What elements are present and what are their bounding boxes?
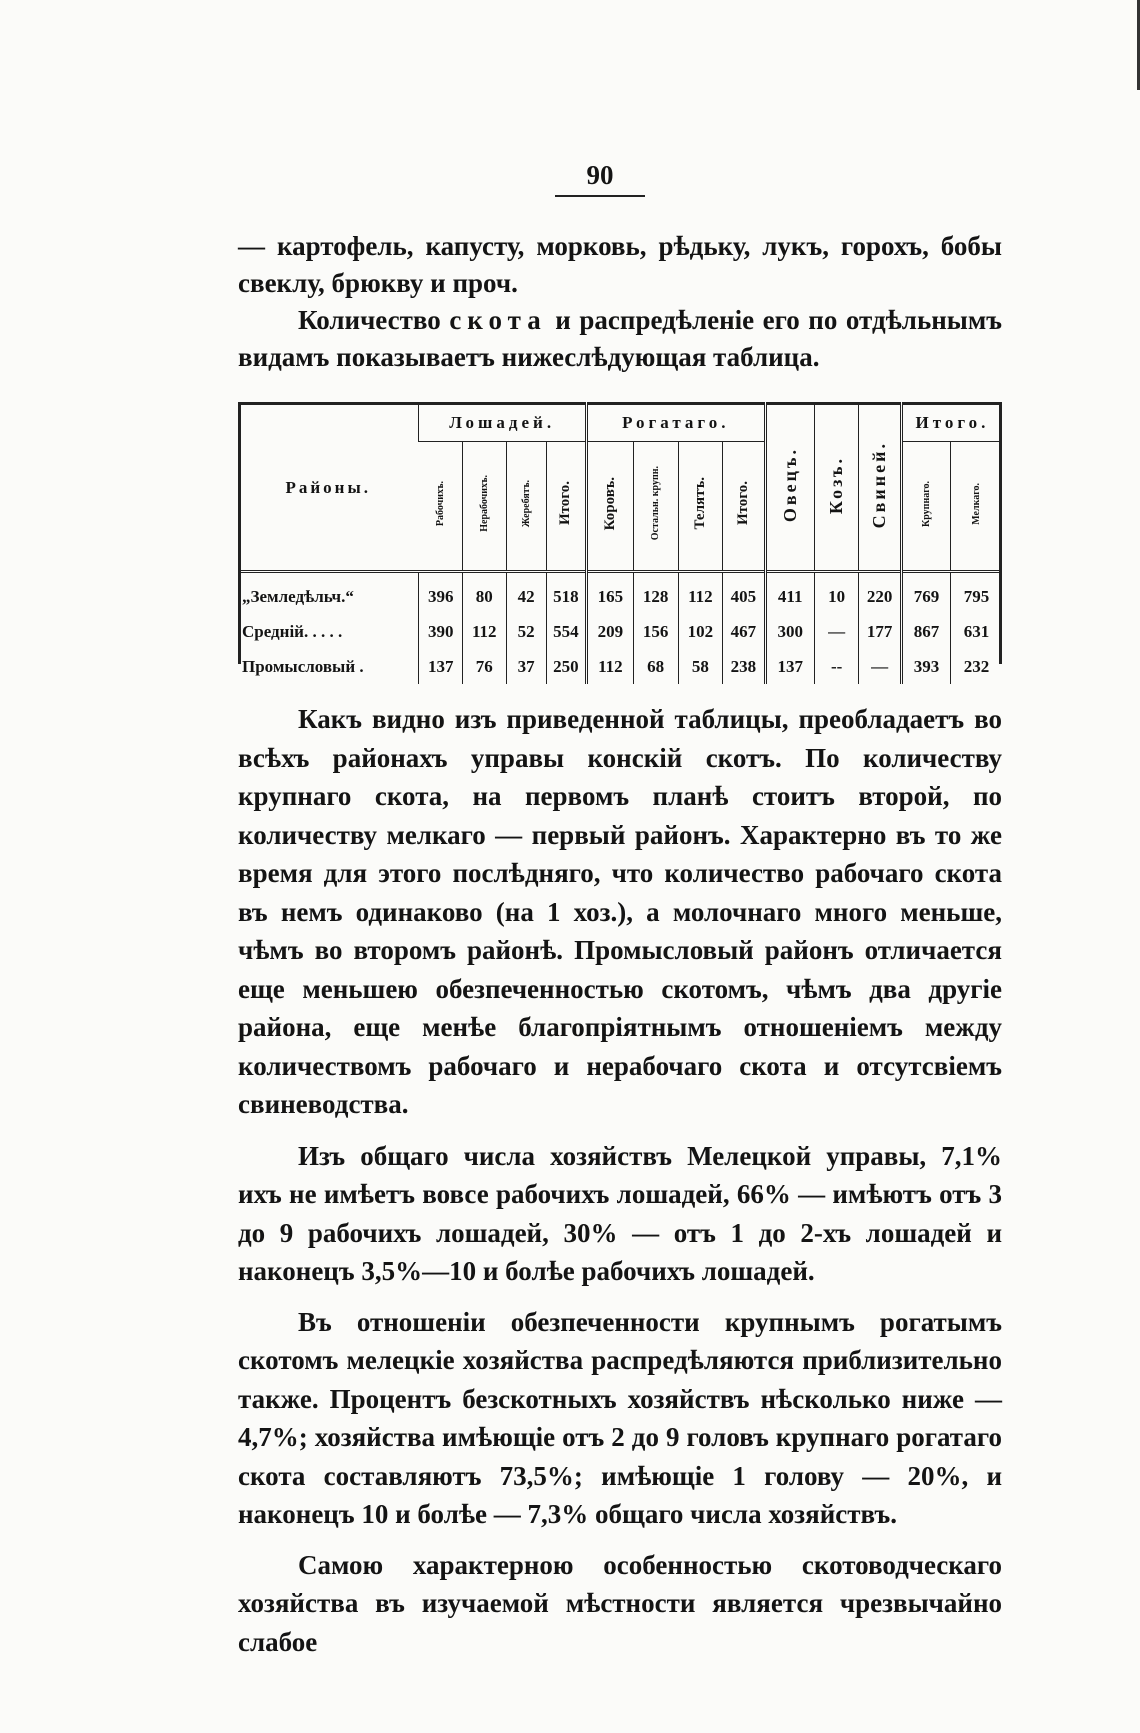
paragraph-4: Самою характерною особенностью скотоводческаго хозяйства въ изучаемой мѣстности является чрезвычайно слабое [238, 1549, 1002, 1657]
table-cell: 112 [462, 614, 506, 649]
pigs-header-label: Свиней. [869, 441, 890, 529]
table-cell: 112 [586, 649, 633, 684]
cattle-group-header: Рогатаго. [586, 404, 765, 442]
totals-small-header [951, 442, 1002, 572]
paragraph-2: Изъ общаго числа хозяйствъ Мелецкой управы, 7,1% ихъ не имѣетъ вовсе рабочихъ лошадей, 66% — имѣютъ отъ 3 до 9 рабочихъ лошадей, 30% — отъ 1 до 2-хъ лошадей и наконецъ 3,5%—10 и болѣе рабочихъ лошадей. [238, 1140, 1002, 1286]
totals-large-header [901, 442, 950, 572]
intro-line-2-end: и распредѣленіе его по отдѣльнымъ видамъ показываетъ нижеслѣдующая таблица. [238, 305, 1002, 372]
cattle-total-header [723, 442, 765, 572]
horses-work-header [419, 442, 463, 572]
table-cell: 137 [419, 649, 463, 684]
table-cell: 76 [462, 649, 506, 684]
body-text [238, 700, 1002, 1673]
livestock-table [238, 402, 1002, 684]
table-cell: — [814, 614, 859, 649]
horses-work-label: Рабочихъ. [434, 480, 446, 527]
table-cell: 128 [633, 572, 678, 615]
intro-line-1: — картофель, капусту, морковь, рѣдьку, лукъ, горохъ, бобы свеклу, брюкву и проч. [238, 231, 1002, 298]
cattle-calves-header [678, 442, 723, 572]
horses-total-label: Итого. [557, 481, 574, 526]
district-cell: „Земледѣльч.“ [242, 586, 354, 606]
table-cell: 52 [506, 614, 546, 649]
table-cell: 68 [633, 649, 678, 684]
totals-small-label: Мелкаго. [971, 482, 982, 525]
table-cell: 769 [901, 572, 950, 615]
table-cell: 250 [546, 649, 586, 684]
table-cell: 411 [765, 572, 814, 615]
table-cell: 80 [462, 572, 506, 615]
horses-total-header [546, 442, 586, 572]
table-cell: -- [814, 649, 859, 684]
paragraph-3: Въ отношеніи обезпеченности крупнымъ рогатымъ скотомъ мелецкіе хозяйства распредѣляются приблизительно также. Процентъ безскотныхъ хозяйствъ нѣсколько ниже — 4,7%; хозяйства имѣющіе отъ 2 до 9 головъ крупнаго рогатаго скота составляютъ 73,5%; имѣющіе 1 голову — 20%, и наконецъ 10 и болѣе — 7,3% общаго числа хозяйствъ. [238, 1306, 1002, 1529]
table-cell: 554 [546, 614, 586, 649]
table-cell: 795 [951, 572, 1002, 615]
table-cell: 393 [901, 649, 950, 684]
intro-text [238, 228, 1002, 376]
horses-foals-header [506, 442, 546, 572]
table-cell: 177 [859, 614, 901, 649]
district-cell: Промысловый . [242, 656, 364, 676]
cattle-total-label: Итого. [734, 481, 751, 526]
totals-large-label: Крупнаго. [920, 480, 932, 527]
cattle-other-label: Остальн. крупн. [650, 466, 662, 541]
table-cell: 37 [506, 649, 546, 684]
table-row [238, 649, 1002, 684]
cattle-cows-label: Коровъ. [601, 476, 618, 531]
cattle-cows-header [586, 442, 633, 572]
sheep-header-label: Овецъ. [779, 447, 800, 523]
table-cell: — [859, 649, 901, 684]
table-cell: 209 [586, 614, 633, 649]
goats-header-label: Козъ. [826, 455, 847, 515]
horses-foals-label: Жеребятъ. [520, 479, 532, 528]
totals-group-header: Итого. [901, 404, 1002, 442]
table-cell: 390 [419, 614, 463, 649]
table-cell: 300 [765, 614, 814, 649]
table-cell: 137 [765, 649, 814, 684]
table-cell: 58 [678, 649, 723, 684]
table-cell: 220 [859, 572, 901, 615]
table-cell: 10 [814, 572, 859, 615]
paragraph-1: Какъ видно изъ приведенной таблицы, преобладаетъ во всѣхъ районахъ управы конскій скотъ. По количеству крупнаго скота, на первомъ планѣ стоитъ второй, по количеству мелкаго — первый районъ. Характерно въ то же время для этого послѣдняго, что количество рабочаго скота въ немъ одинаково (на 1 хоз.), а молочнаго много меньше, чѣмъ во второмъ районѣ. Промысловый районъ отличается еще меньшею обезпеченностью скотомъ, чѣмъ два другіе района, еще менѣе благопріятнымъ отношеніемъ между количествомъ рабочаго и нерабочаго скота и отсутсвіемъ свиневодства. [238, 704, 1002, 1119]
pigs-header [859, 404, 901, 572]
table-cell: 631 [951, 614, 1002, 649]
table-cell: 232 [951, 649, 1002, 684]
table-cell: 405 [723, 572, 765, 615]
table-cell: 42 [506, 572, 546, 615]
district-header-label: Районы. [285, 477, 371, 497]
horses-nonwork-header [462, 442, 506, 572]
table-cell: 238 [723, 649, 765, 684]
page-number: 90 [555, 160, 645, 197]
table-row [238, 572, 1002, 615]
goats-header [814, 404, 859, 572]
table-cell: 867 [901, 614, 950, 649]
horses-nonwork-label: Нерабочихъ. [478, 475, 490, 532]
table-cell: 112 [678, 572, 723, 615]
table-cell: 165 [586, 572, 633, 615]
cattle-other-header [633, 442, 678, 572]
table-cell: 156 [633, 614, 678, 649]
sheep-header [765, 404, 814, 572]
table-row [238, 614, 1002, 649]
intro-line-2 [238, 302, 1002, 376]
district-header [238, 404, 419, 572]
intro-spaced-word: скота [449, 305, 547, 335]
horses-group-header: Лошадей. [419, 404, 587, 442]
table-cell: 102 [678, 614, 723, 649]
table-cell: 467 [723, 614, 765, 649]
intro-line-2-start: Количество [298, 305, 450, 335]
table-cell: 396 [419, 572, 463, 615]
table-cell: 518 [546, 572, 586, 615]
district-cell: Средній. . . . . [242, 621, 343, 641]
cattle-calves-label: Телятъ. [691, 477, 708, 530]
